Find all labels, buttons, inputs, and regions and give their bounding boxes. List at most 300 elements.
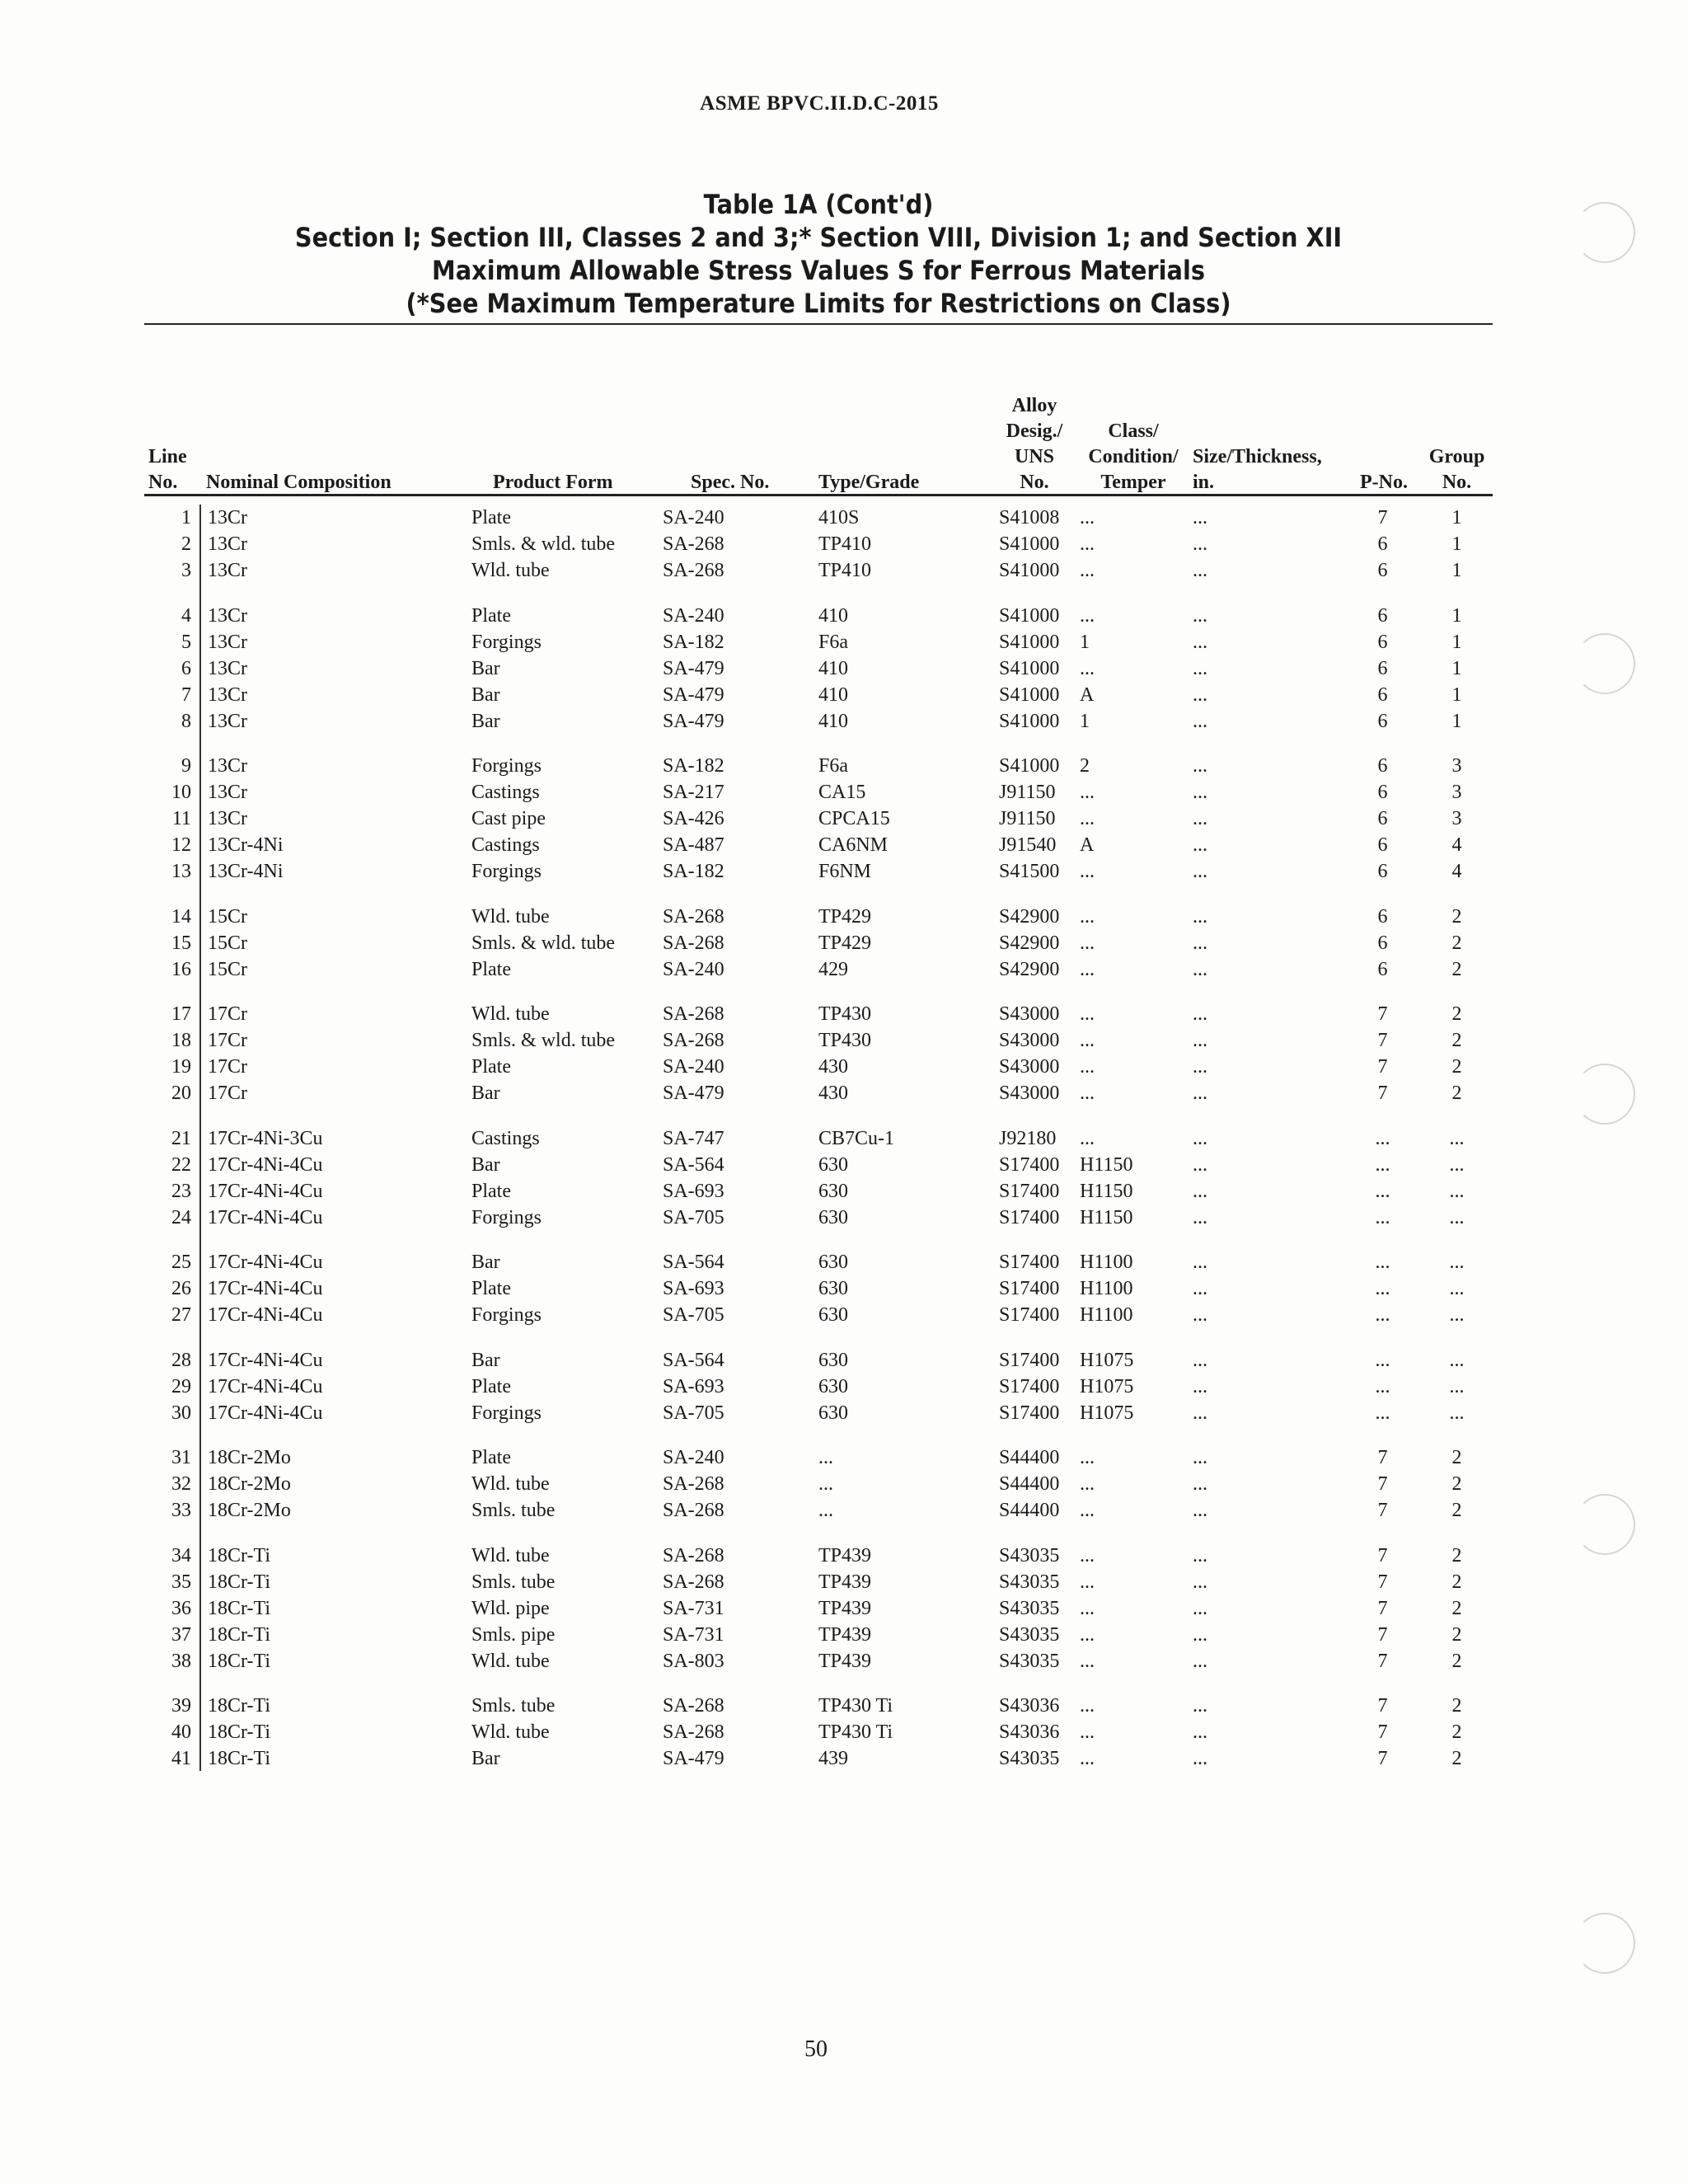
- cell-spec-no: SA-564: [663, 1252, 724, 1273]
- cell-uns-no: J91150: [999, 808, 1056, 829]
- cell-line-number: 23: [171, 1180, 191, 1202]
- cell-product-form: Smls. & wld. tube: [471, 932, 616, 954]
- cell-group-no: 2: [1451, 905, 1462, 928]
- cell-size-thickness: ...: [1193, 710, 1207, 732]
- cell-type-grade: 630: [818, 1206, 848, 1228]
- cell-line-number: 15: [171, 932, 191, 954]
- cell-uns-no: S17400: [999, 1402, 1060, 1424]
- cell-size-thickness: ...: [1193, 657, 1207, 679]
- cell-p-no: 7: [1377, 1748, 1388, 1769]
- cell-nominal-composition: 15Cr: [208, 932, 247, 954]
- cell-group-no: 2: [1451, 932, 1462, 954]
- cell-uns-no: S43000: [999, 1003, 1060, 1025]
- cell-p-no: 7: [1377, 507, 1388, 528]
- cell-type-grade: 430: [818, 1056, 848, 1078]
- cell-uns-no: S17400: [999, 1304, 1060, 1326]
- cell-size-thickness: ...: [1193, 808, 1207, 829]
- title-line-3: Maximum Allowable Stress Values S for Ferrous Materials: [432, 255, 1205, 286]
- header-uns: Alloy Desig./ UNS No.: [1006, 395, 1063, 493]
- cell-product-form: Plate: [471, 507, 511, 528]
- cell-uns-no: S17400: [999, 1252, 1060, 1273]
- cell-size-thickness: ...: [1193, 1349, 1207, 1371]
- cell-class-condition: ...: [1080, 861, 1095, 882]
- cell-product-form: Forgings: [471, 1304, 542, 1326]
- cell-uns-no: S43035: [999, 1544, 1060, 1566]
- cell-group-no: ...: [1449, 1349, 1465, 1371]
- cell-class-condition: ...: [1080, 958, 1095, 980]
- cell-p-no: ...: [1375, 1180, 1390, 1202]
- table-row: [0, 531, 1688, 557]
- cell-p-no: 7: [1377, 1447, 1388, 1468]
- table-row: [0, 1275, 1688, 1302]
- table-row: [0, 805, 1688, 832]
- cell-size-thickness: ...: [1193, 1030, 1207, 1051]
- cell-line-number: 3: [181, 560, 191, 581]
- cell-group-no: 2: [1451, 1650, 1462, 1672]
- cell-uns-no: S41000: [999, 755, 1060, 777]
- cell-nominal-composition: 17Cr-4Ni-4Cu: [208, 1252, 323, 1273]
- cell-group-no: 2: [1451, 1003, 1462, 1025]
- cell-class-condition: ...: [1080, 604, 1095, 627]
- cell-nominal-composition: 18Cr-Ti: [208, 1695, 270, 1717]
- cell-spec-no: SA-240: [663, 1056, 724, 1078]
- cell-line-number: 7: [181, 683, 191, 706]
- cell-line-number: 33: [171, 1500, 191, 1521]
- cell-size-thickness: ...: [1193, 507, 1207, 528]
- cell-group-no: 2: [1451, 1083, 1462, 1104]
- cell-spec-no: SA-240: [663, 958, 724, 980]
- cell-nominal-composition: 13Cr-4Ni: [208, 834, 284, 856]
- cell-size-thickness: ...: [1193, 1375, 1207, 1397]
- cell-class-condition: ...: [1080, 1003, 1095, 1025]
- cell-uns-no: S41000: [999, 631, 1060, 653]
- cell-spec-no: SA-479: [663, 1083, 724, 1104]
- cell-nominal-composition: 17Cr-4Ni-4Cu: [208, 1206, 323, 1228]
- cell-line-number: 16: [171, 958, 191, 980]
- cell-group-no: 4: [1451, 861, 1462, 882]
- cell-line-number: 27: [171, 1304, 191, 1326]
- cell-spec-no: SA-705: [663, 1402, 724, 1424]
- cell-nominal-composition: 17Cr-4Ni-4Cu: [208, 1278, 323, 1299]
- cell-group-no: 1: [1451, 507, 1462, 528]
- cell-group-no: 2: [1451, 1056, 1462, 1078]
- punch-hole-mark: [1574, 1494, 1635, 1555]
- cell-nominal-composition: 13Cr: [208, 808, 247, 829]
- cell-nominal-composition: 13Cr: [208, 604, 247, 627]
- table-row: [0, 1719, 1688, 1745]
- cell-class-condition: H1150: [1080, 1153, 1133, 1176]
- cell-class-condition: ...: [1080, 507, 1095, 528]
- title-line-4: (*See Maximum Temperature Limits for Restrictions on Class): [406, 288, 1231, 319]
- cell-size-thickness: ...: [1193, 1473, 1207, 1495]
- cell-group-no: 1: [1451, 560, 1462, 581]
- cell-spec-no: SA-803: [663, 1650, 724, 1672]
- cell-uns-no: S17400: [999, 1349, 1060, 1371]
- cell-group-no: 2: [1451, 1473, 1462, 1495]
- cell-class-condition: ...: [1080, 1695, 1095, 1717]
- cell-line-number: 5: [181, 631, 191, 653]
- cell-type-grade: 430: [818, 1083, 848, 1104]
- cell-spec-no: SA-268: [663, 1695, 724, 1717]
- table-row: [0, 956, 1688, 983]
- cell-class-condition: ...: [1080, 1623, 1095, 1646]
- cell-class-condition: H1100: [1080, 1252, 1133, 1273]
- cell-nominal-composition: 17Cr: [208, 1003, 247, 1025]
- cell-product-form: Bar: [471, 1153, 500, 1176]
- cell-size-thickness: ...: [1193, 782, 1207, 803]
- cell-type-grade: TP430 Ti: [818, 1695, 893, 1717]
- cell-line-number: 40: [171, 1721, 191, 1743]
- cell-line-number: 30: [171, 1402, 191, 1424]
- table-row: [0, 708, 1688, 735]
- cell-nominal-composition: 13Cr: [208, 657, 247, 679]
- cell-nominal-composition: 18Cr-Ti: [208, 1623, 270, 1646]
- title-line-2: Section I; Section III, Classes 2 and 3;* Section VIII, Division 1; and Section XII: [294, 222, 1343, 253]
- table-row: [0, 655, 1688, 682]
- cell-uns-no: S41000: [999, 560, 1060, 581]
- cell-group-no: 2: [1451, 1695, 1462, 1717]
- cell-group-no: ...: [1449, 1206, 1465, 1228]
- cell-line-number: 9: [181, 755, 191, 777]
- cell-product-form: Forgings: [471, 1402, 542, 1424]
- cell-type-grade: 410: [818, 604, 848, 627]
- header-class-condition: Class/ Condition/ Temper: [1088, 420, 1179, 493]
- cell-nominal-composition: 18Cr-2Mo: [208, 1447, 291, 1468]
- cell-size-thickness: ...: [1193, 533, 1207, 555]
- cell-uns-no: S44400: [999, 1447, 1060, 1468]
- cell-group-no: 2: [1451, 1500, 1462, 1521]
- cell-product-form: Bar: [471, 1349, 500, 1371]
- header-size-thickness: Size/Thickness, in.: [1193, 446, 1322, 493]
- cell-class-condition: ...: [1080, 560, 1095, 581]
- cell-nominal-composition: 13Cr: [208, 755, 247, 777]
- cell-product-form: Bar: [471, 710, 500, 732]
- cell-size-thickness: ...: [1193, 1597, 1207, 1619]
- cell-line-number: 21: [171, 1127, 191, 1149]
- cell-nominal-composition: 15Cr: [208, 905, 247, 928]
- cell-nominal-composition: 18Cr-Ti: [208, 1650, 270, 1672]
- cell-spec-no: SA-693: [663, 1180, 724, 1202]
- cell-p-no: 7: [1377, 1056, 1388, 1078]
- cell-nominal-composition: 17Cr-4Ni-4Cu: [208, 1180, 323, 1202]
- cell-p-no: 7: [1377, 1473, 1388, 1495]
- cell-product-form: Wld. tube: [471, 1650, 550, 1672]
- cell-p-no: ...: [1375, 1278, 1390, 1299]
- cell-p-no: 6: [1377, 861, 1388, 882]
- cell-product-form: Smls. pipe: [471, 1623, 556, 1646]
- cell-nominal-composition: 13Cr: [208, 631, 247, 653]
- cell-type-grade: TP439: [818, 1544, 872, 1566]
- cell-uns-no: S43035: [999, 1623, 1060, 1646]
- cell-spec-no: SA-268: [663, 1003, 724, 1025]
- cell-uns-no: S43000: [999, 1083, 1060, 1104]
- table-row: [0, 832, 1688, 858]
- cell-group-no: 2: [1451, 1544, 1462, 1566]
- cell-group-no: 3: [1451, 808, 1462, 829]
- cell-nominal-composition: 15Cr: [208, 958, 247, 980]
- cell-class-condition: H1100: [1080, 1278, 1133, 1299]
- cell-spec-no: SA-268: [663, 1500, 724, 1521]
- cell-class-condition: ...: [1080, 1500, 1095, 1521]
- cell-size-thickness: ...: [1193, 905, 1207, 928]
- cell-uns-no: S41000: [999, 657, 1060, 679]
- cell-uns-no: S17400: [999, 1153, 1060, 1176]
- cell-p-no: 6: [1377, 755, 1388, 777]
- cell-group-no: 2: [1451, 1721, 1462, 1743]
- row-group: [0, 1693, 1688, 1772]
- punch-hole-mark: [1574, 1913, 1635, 1974]
- cell-size-thickness: ...: [1193, 1748, 1207, 1769]
- cell-p-no: ...: [1375, 1349, 1390, 1371]
- cell-nominal-composition: 17Cr-4Ni-4Cu: [208, 1153, 323, 1176]
- cell-product-form: Plate: [471, 1278, 511, 1299]
- cell-size-thickness: ...: [1193, 560, 1207, 581]
- cell-p-no: 6: [1377, 958, 1388, 980]
- row-group: [0, 753, 1688, 885]
- cell-spec-no: SA-705: [663, 1304, 724, 1326]
- cell-group-no: ...: [1449, 1375, 1465, 1397]
- cell-size-thickness: ...: [1193, 631, 1207, 653]
- cell-product-form: Wld. tube: [471, 1544, 550, 1566]
- cell-type-grade: 410: [818, 710, 848, 732]
- cell-size-thickness: ...: [1193, 1003, 1207, 1025]
- cell-spec-no: SA-426: [663, 808, 724, 829]
- cell-p-no: 6: [1377, 604, 1388, 627]
- cell-spec-no: SA-268: [663, 905, 724, 928]
- cell-size-thickness: ...: [1193, 1402, 1207, 1424]
- cell-product-form: Wld. tube: [471, 1003, 550, 1025]
- cell-size-thickness: ...: [1193, 683, 1207, 706]
- cell-group-no: 2: [1451, 1571, 1462, 1593]
- cell-group-no: 1: [1451, 533, 1462, 555]
- cell-product-form: Castings: [471, 1127, 540, 1149]
- cell-class-condition: ...: [1080, 533, 1095, 555]
- cell-line-number: 28: [171, 1349, 191, 1371]
- row-group: [0, 603, 1688, 735]
- row-group: [0, 1249, 1688, 1328]
- table-title: [212, 188, 1425, 320]
- cell-uns-no: S43036: [999, 1721, 1060, 1743]
- cell-class-condition: H1075: [1080, 1402, 1134, 1424]
- cell-line-number: 2: [181, 533, 191, 555]
- cell-nominal-composition: 17Cr-4Ni-4Cu: [208, 1304, 323, 1326]
- cell-type-grade: 630: [818, 1278, 848, 1299]
- cell-p-no: 7: [1377, 1571, 1388, 1593]
- cell-spec-no: SA-268: [663, 1030, 724, 1051]
- cell-p-no: 7: [1377, 1083, 1388, 1104]
- cell-uns-no: S43036: [999, 1695, 1060, 1717]
- row-group: [0, 1543, 1688, 1674]
- cell-nominal-composition: 17Cr-4Ni-4Cu: [208, 1375, 323, 1397]
- cell-line-number: 32: [171, 1473, 191, 1495]
- header-rule: [144, 494, 1493, 496]
- cell-size-thickness: ...: [1193, 1127, 1207, 1149]
- table-row: [0, 1374, 1688, 1400]
- cell-group-no: 2: [1451, 1030, 1462, 1051]
- cell-type-grade: TP429: [818, 905, 872, 928]
- table-row: [0, 904, 1688, 930]
- cell-nominal-composition: 18Cr-Ti: [208, 1544, 270, 1566]
- cell-size-thickness: ...: [1193, 1544, 1207, 1566]
- cell-type-grade: ...: [818, 1500, 833, 1521]
- cell-spec-no: SA-182: [663, 631, 724, 653]
- row-group: [0, 1347, 1688, 1426]
- table-row: [0, 1178, 1688, 1205]
- cell-spec-no: SA-693: [663, 1375, 724, 1397]
- cell-line-number: 8: [181, 710, 191, 732]
- cell-p-no: ...: [1375, 1127, 1390, 1149]
- punch-hole-mark: [1574, 202, 1635, 263]
- cell-type-grade: TP439: [818, 1650, 872, 1672]
- row-group: [0, 1125, 1688, 1231]
- table-row: [0, 1497, 1688, 1524]
- cell-product-form: Wld. tube: [471, 560, 550, 581]
- cell-spec-no: SA-240: [663, 604, 724, 627]
- cell-product-form: Forgings: [471, 631, 542, 653]
- cell-uns-no: S43035: [999, 1748, 1060, 1769]
- cell-type-grade: ...: [818, 1473, 833, 1495]
- cell-p-no: 7: [1377, 1650, 1388, 1672]
- cell-product-form: Smls. tube: [471, 1571, 556, 1593]
- cell-group-no: ...: [1449, 1127, 1465, 1149]
- cell-nominal-composition: 13Cr-4Ni: [208, 861, 284, 882]
- cell-uns-no: S43035: [999, 1597, 1060, 1619]
- cell-p-no: 6: [1377, 932, 1388, 954]
- table-row: [0, 1595, 1688, 1622]
- cell-product-form: Bar: [471, 1252, 500, 1273]
- cell-type-grade: F6a: [818, 631, 848, 653]
- cell-line-number: 4: [181, 604, 191, 627]
- cell-line-number: 41: [171, 1748, 191, 1769]
- cell-line-number: 22: [171, 1153, 191, 1176]
- table-row: [0, 858, 1688, 885]
- cell-class-condition: ...: [1080, 1083, 1095, 1104]
- table-row: [0, 505, 1688, 531]
- cell-uns-no: J92180: [999, 1127, 1057, 1149]
- cell-type-grade: TP439: [818, 1623, 872, 1646]
- cell-product-form: Forgings: [471, 1206, 542, 1228]
- cell-class-condition: H1075: [1080, 1349, 1134, 1371]
- table-row: [0, 1347, 1688, 1374]
- cell-size-thickness: ...: [1193, 1721, 1207, 1743]
- title-rule: [144, 323, 1493, 325]
- cell-group-no: 2: [1451, 1447, 1462, 1468]
- cell-spec-no: SA-479: [663, 657, 724, 679]
- cell-type-grade: TP429: [818, 932, 872, 954]
- cell-class-condition: A: [1080, 683, 1095, 706]
- cell-class-condition: ...: [1080, 1544, 1095, 1566]
- cell-line-number: 11: [171, 808, 191, 829]
- cell-p-no: ...: [1375, 1252, 1390, 1273]
- cell-class-condition: 1: [1080, 710, 1090, 732]
- cell-nominal-composition: 13Cr: [208, 683, 247, 706]
- cell-size-thickness: ...: [1193, 1500, 1207, 1521]
- cell-type-grade: TP410: [818, 533, 872, 555]
- cell-uns-no: S17400: [999, 1375, 1060, 1397]
- cell-spec-no: SA-479: [663, 710, 724, 732]
- cell-spec-no: SA-268: [663, 533, 724, 555]
- punch-hole-mark: [1574, 1064, 1635, 1125]
- cell-line-number: 31: [171, 1447, 191, 1468]
- cell-size-thickness: ...: [1193, 1153, 1207, 1176]
- cell-line-number: 20: [171, 1083, 191, 1104]
- cell-uns-no: S43035: [999, 1650, 1060, 1672]
- cell-group-no: ...: [1449, 1180, 1465, 1202]
- cell-size-thickness: ...: [1193, 1695, 1207, 1717]
- cell-type-grade: 630: [818, 1180, 848, 1202]
- cell-type-grade: CA6NM: [818, 834, 889, 856]
- cell-spec-no: SA-268: [663, 932, 724, 954]
- cell-size-thickness: ...: [1193, 1447, 1207, 1468]
- cell-class-condition: ...: [1080, 1447, 1095, 1468]
- cell-type-grade: 630: [818, 1349, 848, 1371]
- cell-p-no: ...: [1375, 1153, 1390, 1176]
- table-row: [0, 1205, 1688, 1231]
- cell-nominal-composition: 17Cr: [208, 1083, 247, 1104]
- cell-group-no: 2: [1451, 958, 1462, 980]
- cell-class-condition: ...: [1080, 1056, 1095, 1078]
- cell-spec-no: SA-268: [663, 560, 724, 581]
- table-row: [0, 1400, 1688, 1426]
- cell-size-thickness: ...: [1193, 1650, 1207, 1672]
- title-line-1: Table 1A (Cont'd): [703, 189, 934, 220]
- header-product-form: Product Form: [493, 472, 613, 493]
- cell-uns-no: S41500: [999, 861, 1060, 882]
- cell-type-grade: 439: [818, 1748, 848, 1769]
- cell-uns-no: S41000: [999, 710, 1060, 732]
- cell-nominal-composition: 13Cr: [208, 560, 247, 581]
- cell-group-no: 1: [1451, 683, 1462, 706]
- table-row: [0, 1054, 1688, 1080]
- cell-line-number: 19: [171, 1056, 191, 1078]
- cell-class-condition: 1: [1080, 631, 1090, 653]
- cell-size-thickness: ...: [1193, 1206, 1207, 1228]
- cell-line-number: 25: [171, 1252, 191, 1273]
- cell-spec-no: SA-731: [663, 1623, 724, 1646]
- cell-line-number: 24: [171, 1206, 191, 1228]
- table-row: [0, 1249, 1688, 1275]
- cell-uns-no: J91150: [999, 782, 1056, 803]
- cell-p-no: 6: [1377, 683, 1388, 706]
- cell-group-no: 3: [1451, 755, 1462, 777]
- cell-p-no: ...: [1375, 1206, 1390, 1228]
- cell-type-grade: TP430: [818, 1030, 872, 1051]
- cell-spec-no: SA-268: [663, 1571, 724, 1593]
- cell-group-no: 2: [1451, 1748, 1462, 1769]
- cell-type-grade: CB7Cu-1: [818, 1127, 895, 1149]
- cell-uns-no: S41008: [999, 507, 1060, 528]
- cell-line-number: 29: [171, 1375, 191, 1397]
- cell-product-form: Wld. pipe: [471, 1597, 550, 1619]
- cell-product-form: Forgings: [471, 861, 542, 882]
- table-row: [0, 930, 1688, 956]
- table-row: [0, 1745, 1688, 1772]
- cell-p-no: 6: [1377, 834, 1388, 856]
- cell-p-no: ...: [1375, 1402, 1390, 1424]
- cell-nominal-composition: 13Cr: [208, 710, 247, 732]
- cell-line-number: 1: [181, 507, 191, 528]
- cell-line-number: 37: [171, 1623, 191, 1646]
- cell-product-form: Smls. & wld. tube: [471, 533, 616, 555]
- cell-product-form: Smls. tube: [471, 1500, 556, 1521]
- row-group: [0, 1444, 1688, 1524]
- cell-uns-no: S41000: [999, 533, 1060, 555]
- cell-group-no: 1: [1451, 710, 1462, 732]
- cell-uns-no: J91540: [999, 834, 1057, 856]
- cell-nominal-composition: 18Cr-2Mo: [208, 1500, 291, 1521]
- cell-class-condition: ...: [1080, 782, 1095, 803]
- cell-spec-no: SA-217: [663, 782, 724, 803]
